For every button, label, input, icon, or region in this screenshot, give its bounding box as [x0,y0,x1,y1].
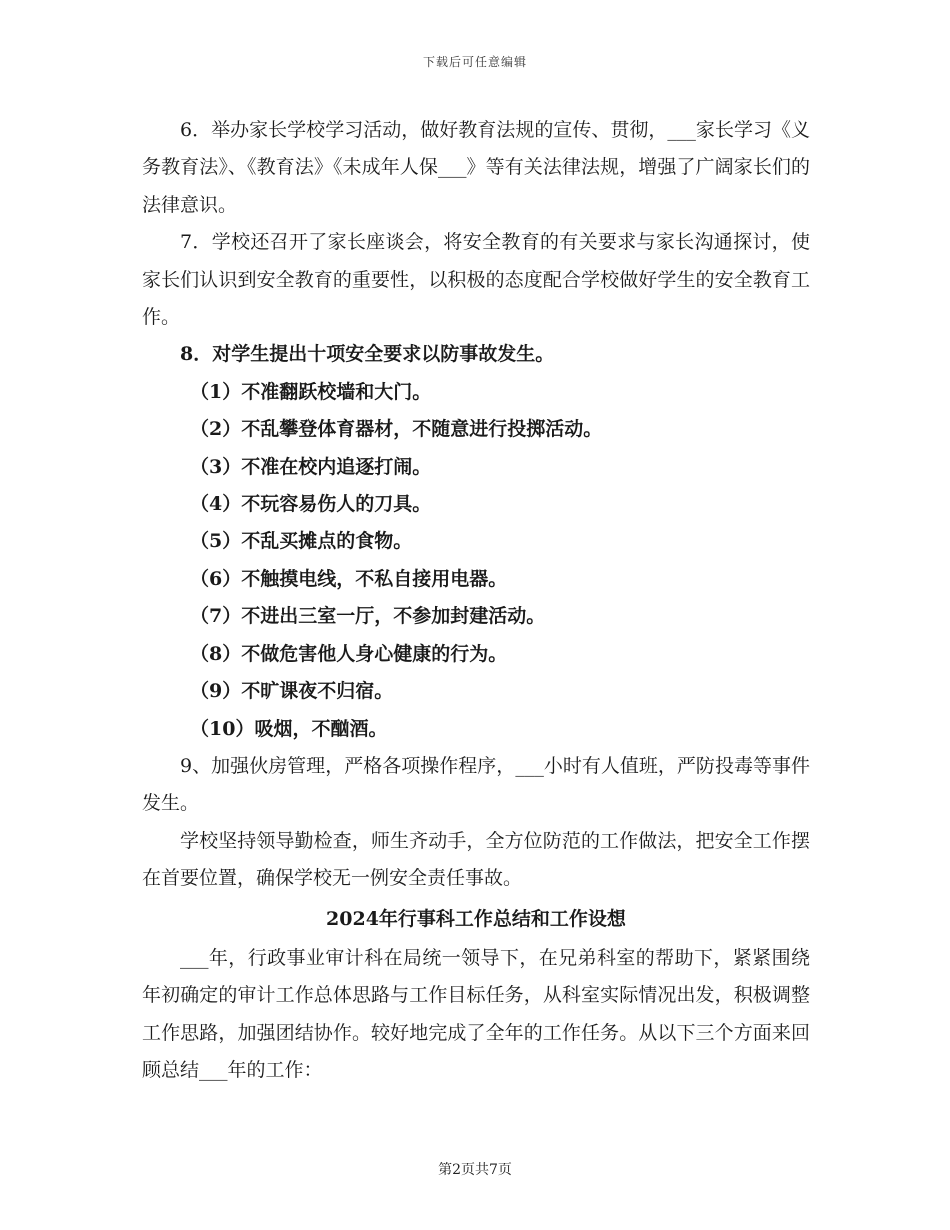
list-item: （7）不进出三室一厅，不参加封建活动。 [190,605,546,628]
list-item: （5）不乱买摊点的食物。 [190,530,413,553]
paragraph-9: 9、加强伙房管理，严格各项操作程序，___小时有人值班，严防投毒等事件发生。 [142,754,810,815]
section-title: 2024年行事科工作总结和工作设想 [326,907,626,930]
list-item: （1）不准翻跃校墙和大门。 [190,380,432,403]
page-header: 下载后可任意编辑 [422,55,527,69]
list-item: （2）不乱攀登体育器材，不随意进行投掷活动。 [190,418,603,441]
paragraph-8-heading: 8．对学生提出十项安全要求以防事故发生。 [180,343,555,366]
list-item: （10）吸烟，不酗酒。 [190,717,388,740]
paragraph-6: 6．举办家长学校学习活动，做好教育法规的宣传、贯彻，___家长学习《义务教育法》、《教育法》《未成年人保___》等有关法律法规，增强了广阔家长们的法律意识。 [142,119,810,216]
list-item: （9）不旷课夜不归宿。 [190,680,394,703]
safety-rules-list [142,374,810,748]
paragraph-summary: 学校坚持领导勤检查，师生齐动手，全方位防范的工作做法，把安全工作摆在首要位置，确保学校无一例安全责任事故。 [142,829,810,890]
document-body [142,112,810,1090]
list-item: （4）不玩容易伤人的刀具。 [190,493,432,516]
list-item: （3）不准在校内追逐打闹。 [190,455,432,478]
paragraph-7: 7．学校还召开了家长座谈会，将安全教育的有关要求与家长沟通探讨，使家长们认识到安全教育的重要性，以积极的态度配合学校做好学生的安全教育工作。 [142,231,810,329]
list-item: （8）不做危害他人身心健康的行为。 [190,642,508,665]
list-item: （6）不触摸电线，不私自接用电器。 [190,567,508,590]
section-paragraph: ___年，行政事业审计科在局统一领导下，在兄弟科室的帮助下，紧紧围绕年初确定的审计工作总体思路与工作目标任务，从科室实际情况出发，积极调整工作思路，加强团结协作。较好地完成了全年的工作任务。从以下三个方面来回顾总结___年的工作： [142,946,810,1082]
page-footer: 第2页共7页 [438,1162,512,1178]
